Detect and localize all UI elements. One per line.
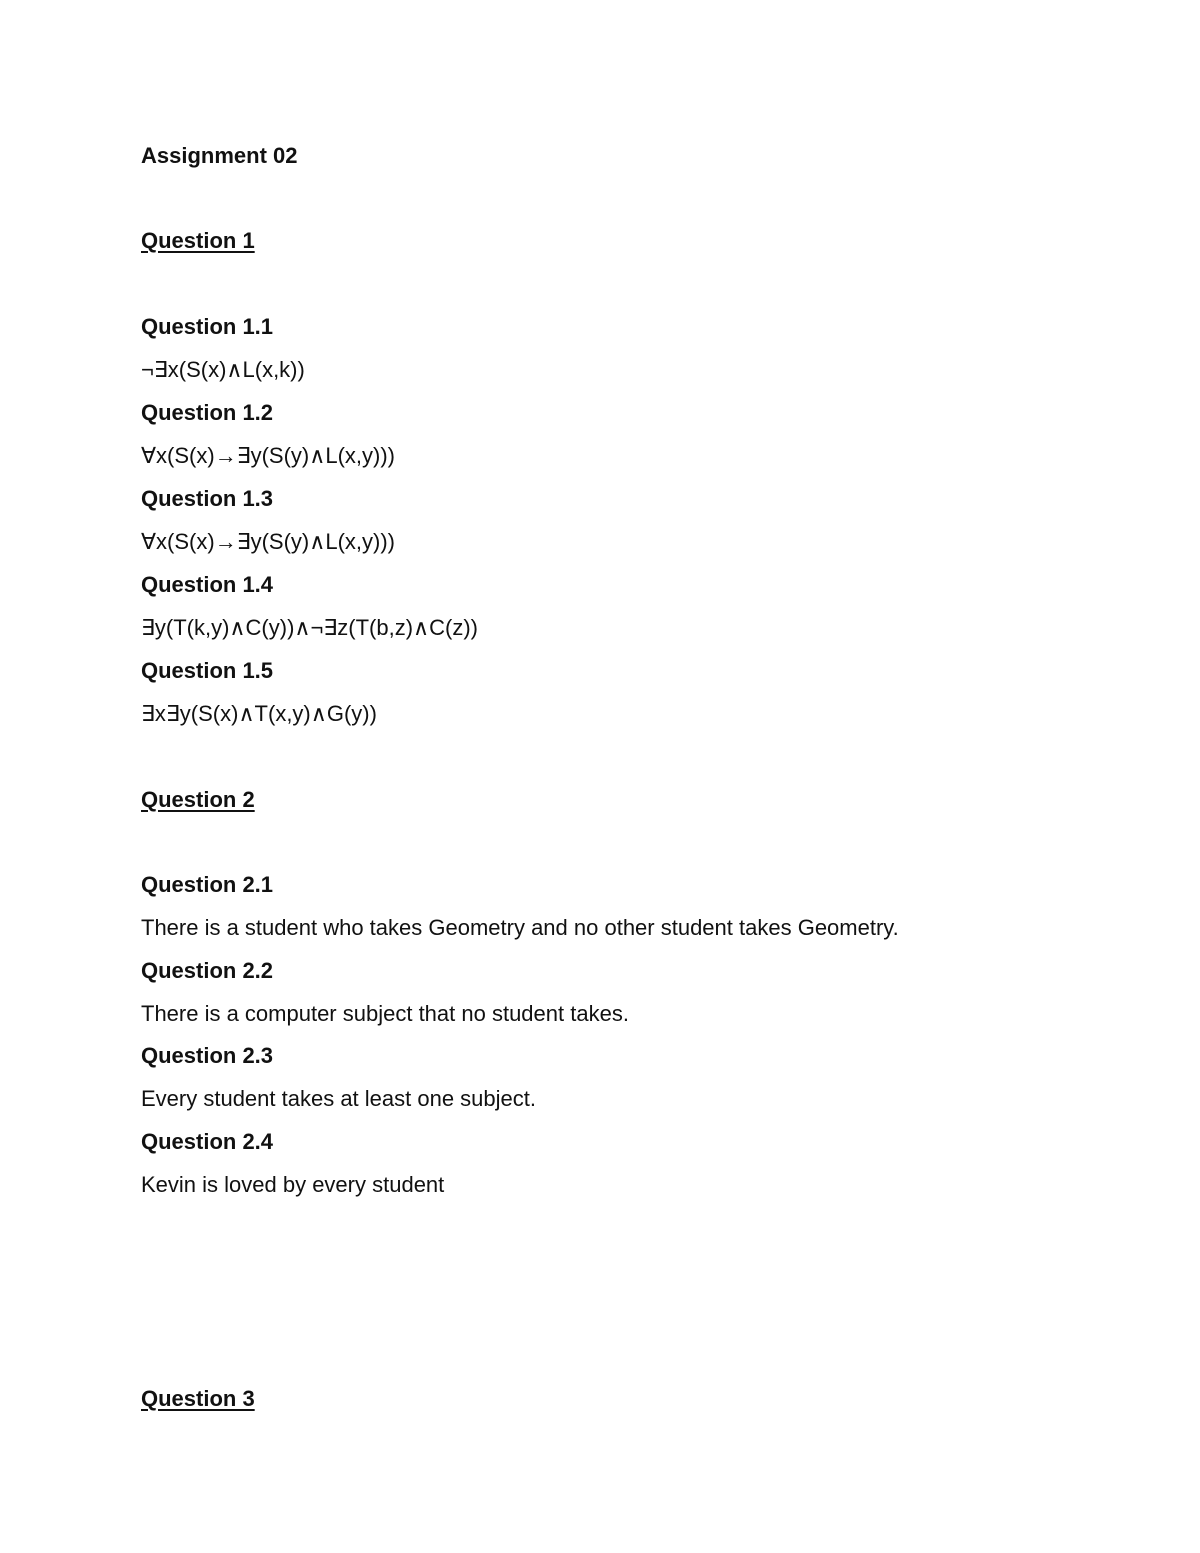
answer-1-1: ¬∃x(S(x)∧L(x,k)) xyxy=(141,357,305,382)
question-label-2-1: Question 2.1 xyxy=(141,872,274,897)
question-label-1-1: Question 1.1 xyxy=(141,314,274,339)
section-heading-q2: Question 2 xyxy=(141,787,255,812)
document-title: Assignment 02 xyxy=(141,143,298,168)
answer-2-3: Every student takes at least one subject. xyxy=(141,1086,537,1111)
question-label-2-3: Question 2.3 xyxy=(141,1043,274,1068)
question-label-1-4: Question 1.4 xyxy=(141,572,274,597)
answer-1-4: ∃y(T(k,y)∧C(y))∧¬∃z(T(b,z)∧C(z)) xyxy=(141,615,478,640)
answer-2-4: Kevin is loved by every student xyxy=(141,1172,445,1197)
answer-1-3: ∀x(S(x)→∃y(S(y)∧L(x,y))) xyxy=(141,529,396,554)
section-heading-q1: Question 1 xyxy=(141,228,255,253)
question-label-1-5: Question 1.5 xyxy=(141,658,274,683)
question-label-2-4: Question 2.4 xyxy=(141,1129,274,1154)
question-label-2-2: Question 2.2 xyxy=(141,958,274,983)
answer-1-5: ∃x∃y(S(x)∧T(x,y)∧G(y)) xyxy=(141,701,377,726)
question-label-1-3: Question 1.3 xyxy=(141,486,274,511)
answer-1-2: ∀x(S(x)→∃y(S(y)∧L(x,y))) xyxy=(141,443,396,468)
section-heading-q3: Question 3 xyxy=(141,1386,255,1411)
question-label-1-2: Question 1.2 xyxy=(141,400,274,425)
answer-2-1: There is a student who takes Geometry and no other student takes Geometry. xyxy=(141,915,899,940)
answer-2-2: There is a computer subject that no student takes. xyxy=(141,1001,629,1026)
